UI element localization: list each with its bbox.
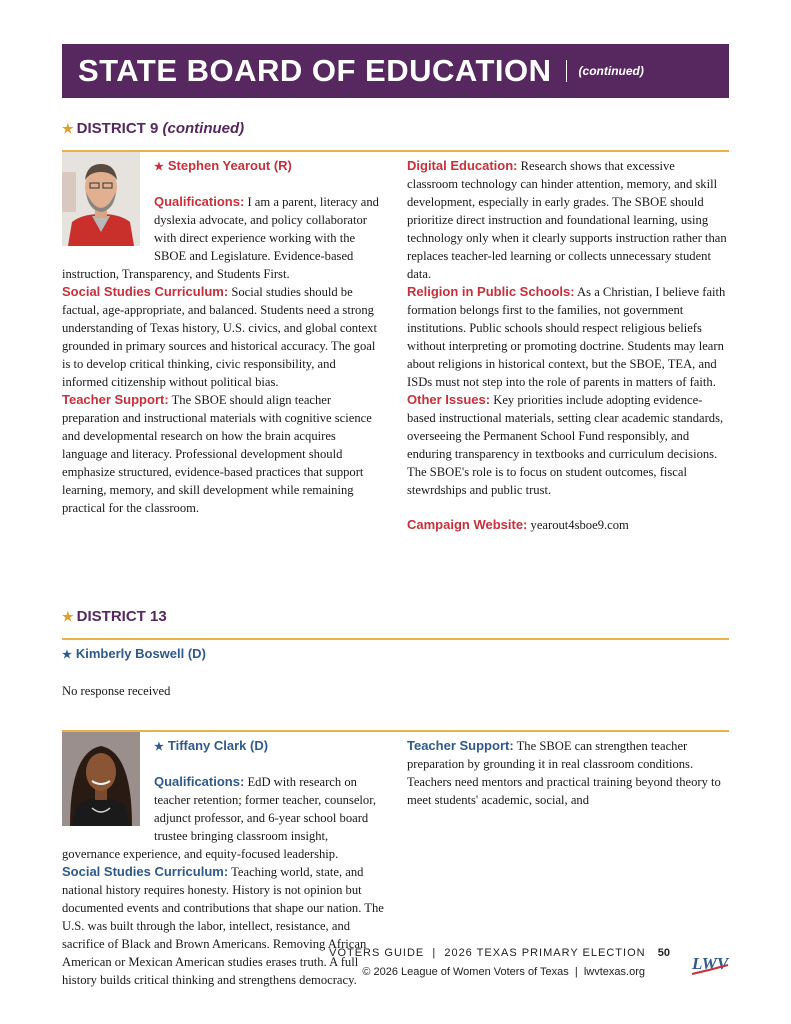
- boswell-entry: [62, 645, 462, 700]
- candidate-name-boswell: ★ Kimberly Boswell (D): [62, 646, 206, 661]
- social-studies-yearout: Social Studies Curriculum: Social studies should be factual, age-appropriate, and balanced. Students need a strong understanding of Texas history, U.S. civics, and global context grounded in primary sources and historical accuracy. The goal is to develop critical thinking, civic responsibility, and informed citizenship without political bias.: [62, 284, 377, 389]
- footer-copyright-line: © 2026 League of Women Voters of Texas | lwvtexas.org: [362, 966, 645, 978]
- page-banner: [62, 44, 729, 98]
- star-icon: ★: [62, 121, 74, 136]
- social-studies-clark: Social Studies Curriculum: Teaching world, state, and national history requires honesty. History is not opinion but documented events and contributions that shape our nation. The U.S. was built through the labor, intellect, resistance, and sacrifice of Black and Brown Americans. Removing African American or Mexican American studies erases truth. A full history builds critical thinking and strengthens democracy.: [62, 864, 384, 987]
- district-9-continued: (continued): [162, 120, 245, 137]
- candidate-name-clark: ★ Tiffany Clark (D): [154, 738, 269, 753]
- page-subtitle: (continued): [578, 64, 644, 78]
- star-icon: ★: [62, 649, 72, 661]
- district-13-heading: ★ DISTRICT 13: [62, 608, 167, 625]
- other-issues-yearout: Other Issues: Key priorities include adopting evidence-based instructional materials, setting clear academic standards, overseeing the Permanent School Fund responsibly, and enduring transparency in textbooks and curriculum decisions. The SBOE's role is to focus on student outcomes, fiscal stewrdships and public trust.: [407, 392, 724, 497]
- district-9-heading: ★ DISTRICT 9 (continued): [62, 120, 245, 137]
- star-icon: ★: [62, 609, 74, 624]
- candidate-name-yearout: ★ Stephen Yearout (R): [154, 158, 292, 173]
- banner-divider: [566, 60, 567, 82]
- no-response-text: No response received: [62, 684, 171, 698]
- footer-site-link[interactable]: lwvtexas.org: [583, 966, 645, 978]
- star-icon: ★: [154, 741, 164, 753]
- lwv-logo: [690, 950, 730, 980]
- teacher-support-clark: Teacher Support: The SBOE can strengthen teacher preparation by grounding it in real classroom conditions. Teachers need mentors and practical training beyond theory to meet students' academic, social, and: [407, 738, 721, 807]
- divider: [62, 638, 729, 640]
- lwv-logo-text: LWV: [692, 954, 729, 973]
- religion-yearout: Religion in Public Schools: As a Christian, I believe faith formation belongs first to the families, not government institutions. Public schools should respect religious beliefs without interpreting or promoting doctrine. Students may learn about religions in historical context, but the SBOE, TEA, and ISDs must not step into the role of parents in matters of faith.: [407, 284, 726, 389]
- page-number: 50: [657, 947, 670, 959]
- photo-spacer: [62, 773, 154, 845]
- qualifications-clark: Qualifications: EdD with research on teacher retention; former teacher, counselor, adjunct professor, and 6-year school board trustee bringing classroom insight, governance experience, and equity-focused leadership.: [62, 774, 377, 861]
- photo-spacer: [62, 193, 154, 265]
- page-title: STATE BOARD OF EDUCATION: [78, 53, 552, 88]
- qualifications-yearout: Qualifications: I am a parent, literacy and dyslexia advocate, and policy collaborator with direct experience working with the SBOE and Legislature. Evidence-based instruction, Transparency, and Students First.: [62, 194, 379, 281]
- campaign-website-yearout: Campaign Website: yearout4sboe9.com: [407, 517, 629, 532]
- divider: [62, 730, 729, 732]
- yearout-right-column: [407, 157, 729, 534]
- campaign-website-link[interactable]: yearout4sboe9.com: [530, 518, 629, 532]
- clark-right-column: [407, 737, 729, 919]
- divider: [62, 150, 729, 152]
- yearout-left-column: [62, 157, 384, 517]
- teacher-support-yearout: Teacher Support: The SBOE should align teacher preparation and instructional materials with cognitive science and developmental research on how the brain acquires language and literacy. Professional development should emphasize structured, evidence-based practices that support learning, memory, and skill development while remaining practical for the classroom.: [62, 392, 372, 515]
- footer-guide-line: VOTERS GUIDE | 2026 TEXAS PRIMARY ELECTION 50: [329, 947, 670, 959]
- digital-education-yearout: Digital Education: Research shows that excessive classroom technology can hinder attention, memory, and skill development, especially in early grades. The SBOE should prioritize direct instruction and foundational learning, using technology only when it clearly supports instruction rather than replaces teacher-led learning or collects unnecessary student data.: [407, 158, 727, 281]
- star-icon: ★: [154, 161, 164, 173]
